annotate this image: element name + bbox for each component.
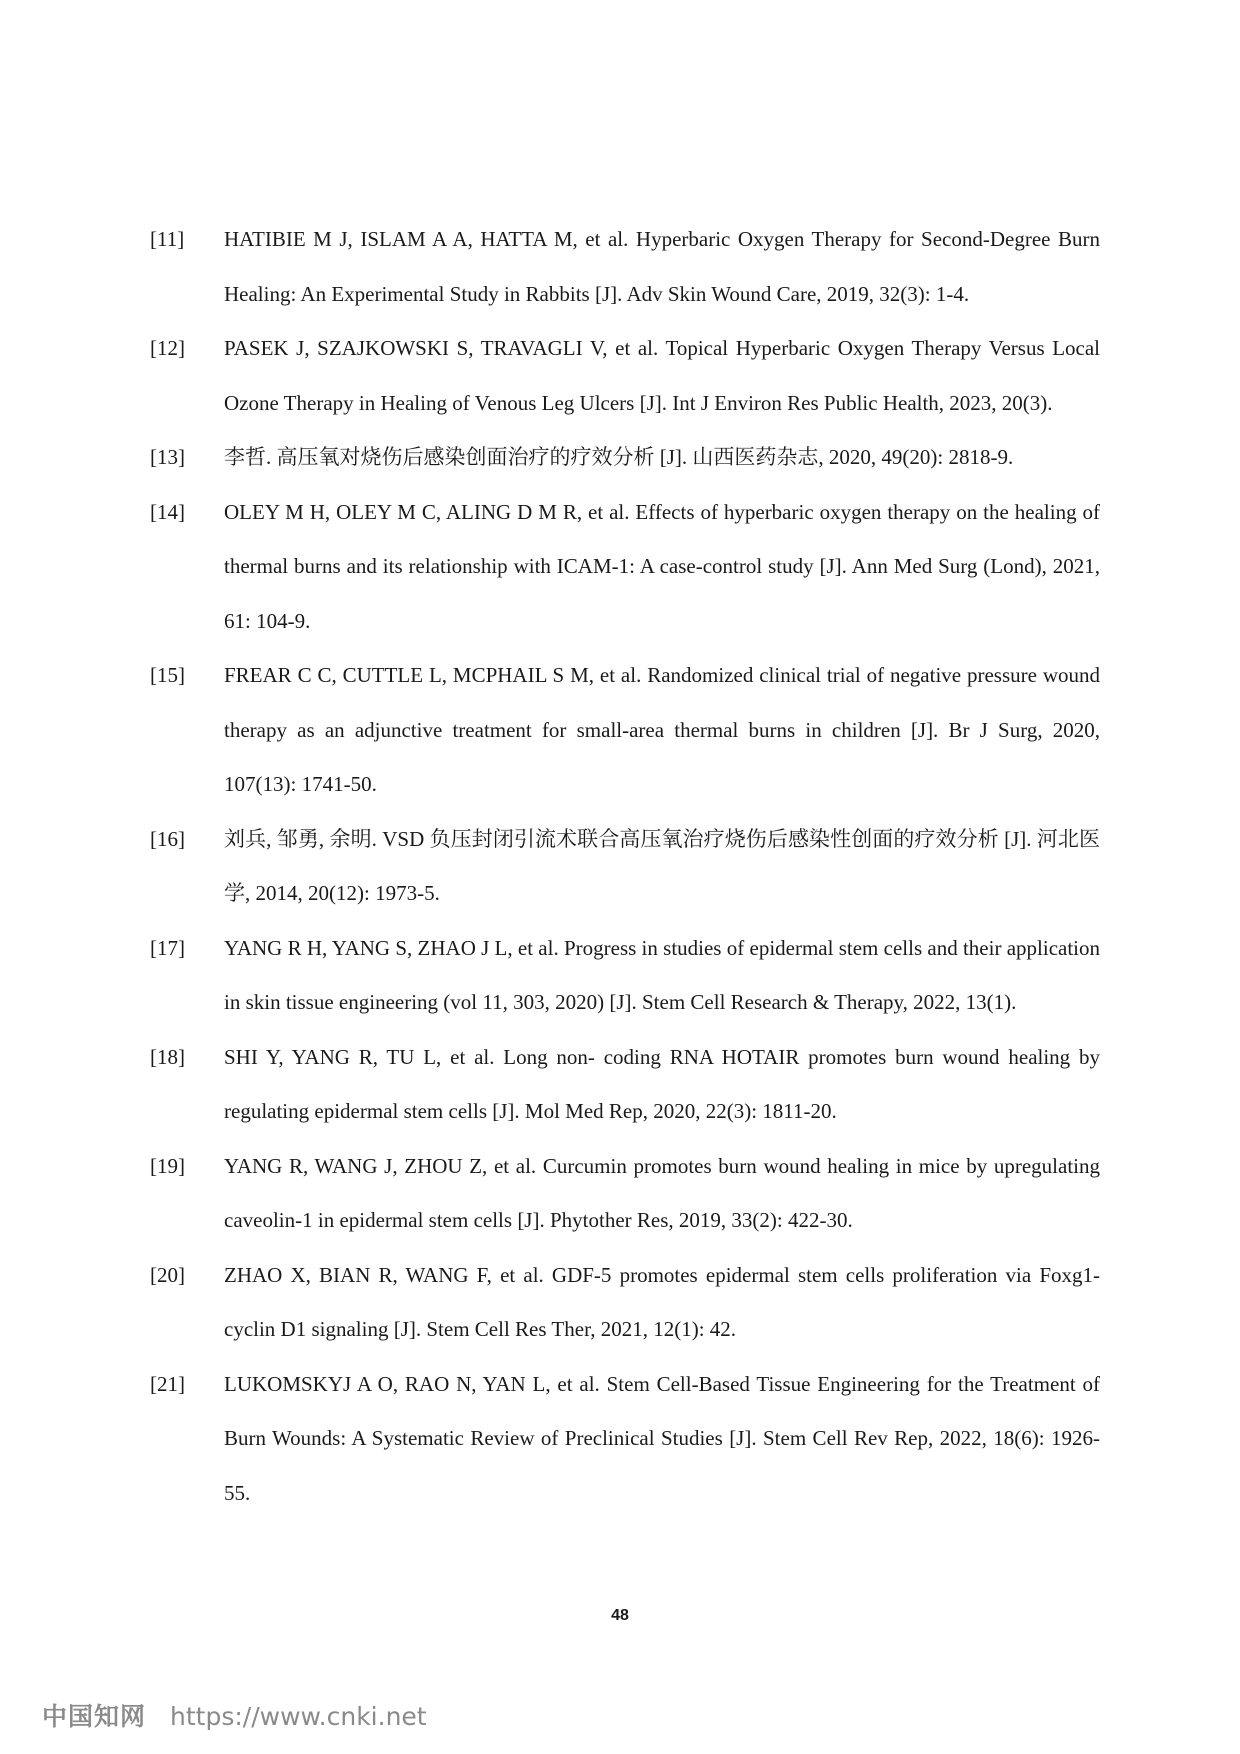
reference-item xyxy=(150,1030,1100,1139)
page-number: 48 xyxy=(611,1607,629,1624)
reference-item xyxy=(150,921,1100,1030)
reference-number: [11] xyxy=(150,227,185,251)
reference-item xyxy=(150,485,1100,649)
reference-item xyxy=(150,648,1100,812)
reference-number: [19] xyxy=(150,1153,185,1178)
reference-number: [21] xyxy=(150,1371,185,1396)
watermark-url: https://www.cnki.net xyxy=(170,1702,427,1731)
reference-number: [14] xyxy=(150,499,185,524)
reference-text: YANG R, WANG J, ZHOU Z, et al. Curcumin promotes burn wound healing in mice by upregulating caveolin-1 in epidermal stem cells [J]. Phytother Res, 2019, 33(2): 422-30. xyxy=(224,1153,1100,1232)
reference-text: FREAR C C, CUTTLE L, MCPHAIL S M, et al. Randomized clinical trial of negative pressure wound therapy as an adjunctive treatment for small-area thermal burns in children [J]. Br J Surg, 2020, 107(13): 1741-50. xyxy=(224,663,1100,796)
reference-item xyxy=(150,1357,1100,1521)
reference-number: [18] xyxy=(150,1044,185,1069)
reference-text: OLEY M H, OLEY M C, ALING D M R, et al. Effects of hyperbaric oxygen therapy on the healing of thermal burns and its relationship with ICAM-1: A case-control study [J]. Ann Med Surg (Lond), 2021, 61: 104-9. xyxy=(224,499,1100,633)
reference-number: [17] xyxy=(150,935,185,960)
reference-text: SHI Y, YANG R, TU L, et al. Long non- coding RNA HOTAIR promotes burn wound healing by regulating epidermal stem cells [J]. Mol Med Rep, 2020, 22(3): 1811-20. xyxy=(224,1044,1100,1123)
watermark-brand: 中国知网 xyxy=(42,1702,147,1731)
reference-text: HATIBIE M J, ISLAM A A, HATTA M, et al. Hyperbaric Oxygen Therapy for Second-Degree Burn Healing: An Experimental Study in Rabbits [J]. Adv Skin Wound Care, 2019, 32(3): 1-4. xyxy=(224,227,1100,306)
reference-text: PASEK J, SZAJKOWSKI S, TRAVAGLI V, et al. Topical Hyperbaric Oxygen Therapy Versus Local Ozone Therapy in Healing of Venous Leg Ulcers [J]. Int J Environ Res Public Health, 2023, 20(3). xyxy=(224,336,1100,415)
reference-item xyxy=(150,812,1100,921)
reference-number: [20] xyxy=(150,1262,185,1287)
reference-text: ZHAO X, BIAN R, WANG F, et al. GDF-5 promotes epidermal stem cells proliferation via Foxg1-cyclin D1 signaling [J]. Stem Cell Res Ther, 2021, 12(1): 42. xyxy=(224,1262,1100,1341)
reference-list xyxy=(150,212,1100,1520)
reference-item xyxy=(150,1248,1100,1357)
reference-text: LUKOMSKYJ A O, RAO N, YAN L, et al. Stem Cell-Based Tissue Engineering for the Treatment of Burn Wounds: A Systematic Review of Preclinical Studies [J]. Stem Cell Rev Rep, 2022, 18(6): 1926-55. xyxy=(224,1371,1100,1505)
reference-text: YANG R H, YANG S, ZHAO J L, et al. Progress in studies of epidermal stem cells and their application in skin tissue engineering (vol 11, 303, 2020) [J]. Stem Cell Research & Therapy, 2022, 13(1). xyxy=(224,935,1100,1014)
reference-item xyxy=(150,430,1100,485)
reference-item xyxy=(150,1139,1100,1248)
reference-number: [12] xyxy=(150,336,185,360)
reference-text: 李哲. 高压氧对烧伤后感染创面治疗的疗效分析 [J]. 山西医药杂志, 2020, 49(20): 2818-9. xyxy=(224,445,1014,469)
reference-number: [15] xyxy=(150,663,185,687)
reference-number: [16] xyxy=(150,826,185,851)
reference-text: 刘兵, 邹勇, 余明. VSD 负压封闭引流术联合高压氧治疗烧伤后感染性创面的疗效分析 [J]. 河北医学, 2014, 20(12): 1973-5. xyxy=(224,826,1100,905)
reference-item xyxy=(150,321,1100,430)
reference-item xyxy=(150,212,1100,321)
watermark xyxy=(42,1697,427,1733)
reference-number: [13] xyxy=(150,445,185,469)
